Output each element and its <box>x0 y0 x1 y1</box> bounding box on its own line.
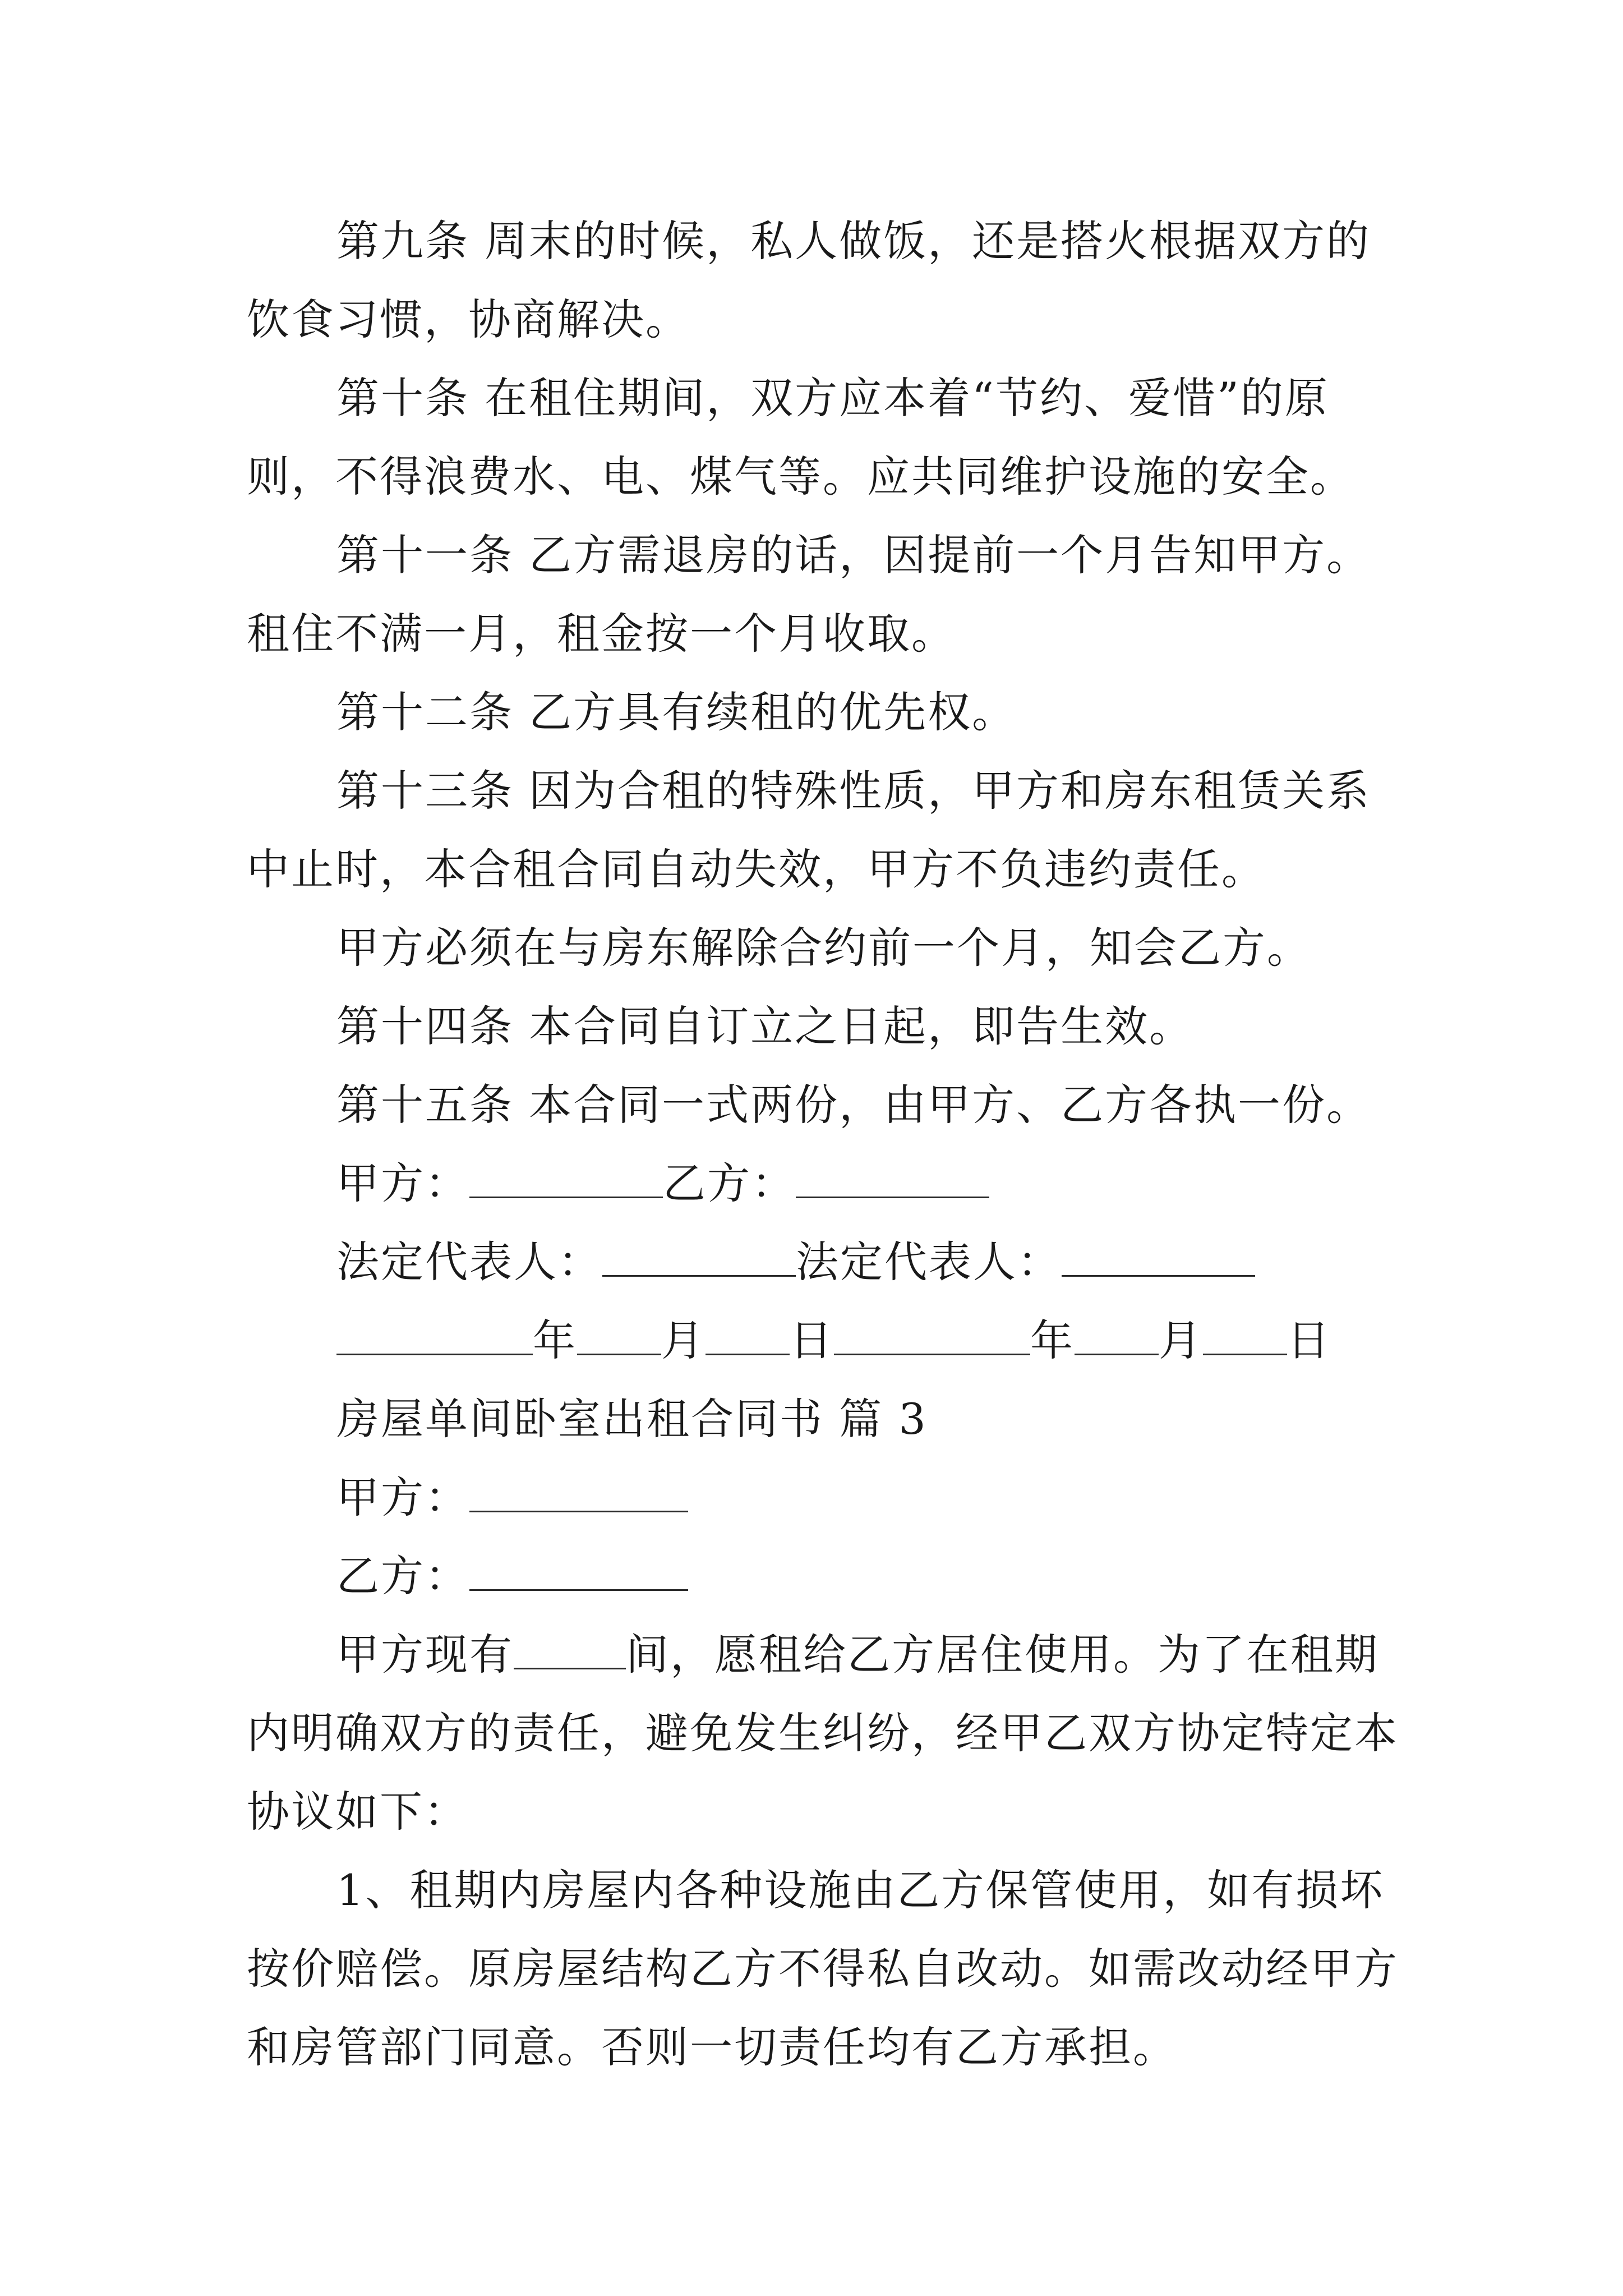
legal-rep-a-label: 法定代表人： <box>336 1237 602 1287</box>
paragraph-line: 第十二条 乙方具有续租的优先权。 <box>336 687 1017 737</box>
date-b-year-blank[interactable] <box>834 1314 1030 1355</box>
room-count-blank[interactable] <box>514 1628 626 1669</box>
section-heading: 房屋单间卧室出租合同书 篇 3 <box>336 1394 928 1444</box>
paragraph-line: 甲方必须在与房东解除合约前一个月，知会乙方。 <box>336 923 1311 973</box>
paragraph-line: 和房管部门同意。否则一切责任均有乙方承担。 <box>247 2022 1177 2072</box>
date-a-month-blank[interactable] <box>577 1314 661 1355</box>
date-b-day-label: 日 <box>1287 1315 1331 1365</box>
party-b-blank[interactable] <box>469 1550 688 1591</box>
party-b-sign-label: 乙方： <box>663 1158 796 1208</box>
paragraph-line: 第十一条 乙方需退房的话，因提前一个月告知甲方。 <box>336 530 1371 580</box>
party-b-sign-blank[interactable] <box>796 1157 989 1198</box>
paragraph-line: 第十四条 本合同自订立之日起，即告生效。 <box>336 1001 1194 1051</box>
date-b-year-label: 年 <box>1030 1315 1075 1365</box>
paragraph-line: 饮食习惯，协商解决。 <box>247 295 690 344</box>
date-a-day-blank[interactable] <box>706 1314 790 1355</box>
party-b-line <box>336 1549 688 1603</box>
intro-line <box>336 1628 1379 1682</box>
date-b-month-blank[interactable] <box>1075 1314 1159 1355</box>
paragraph-line: 中止时，本合租合同自动失效，甲方不负违约责任。 <box>247 844 1266 894</box>
date-a-year-label: 年 <box>533 1315 577 1365</box>
signature-date-line <box>336 1314 1331 1368</box>
legal-rep-a-blank[interactable] <box>602 1236 796 1277</box>
party-a-sign-label: 甲方： <box>336 1158 469 1208</box>
paragraph-line: 第十五条 本合同一式两份，由甲方、乙方各执一份。 <box>336 1080 1371 1130</box>
party-a-sign-blank[interactable] <box>469 1157 663 1198</box>
date-a-month-label: 月 <box>661 1315 706 1365</box>
date-b-day-blank[interactable] <box>1203 1314 1287 1355</box>
party-a-line <box>336 1471 688 1525</box>
date-a-year-blank[interactable] <box>336 1314 533 1355</box>
paragraph-line: 1、租期内房屋内各种设施由乙方保管使用，如有损坏 <box>336 1865 1385 1915</box>
intro-suffix: 间，愿租给乙方居住使用。为了在租期 <box>626 1630 1379 1680</box>
paragraph-line: 租住不满一月，租金按一个月收取。 <box>247 609 956 659</box>
date-b-month-label: 月 <box>1159 1315 1203 1365</box>
signature-parties-line <box>336 1157 989 1211</box>
legal-rep-b-blank[interactable] <box>1062 1236 1255 1277</box>
legal-rep-b-label: 法定代表人： <box>796 1237 1062 1287</box>
party-a-label: 甲方： <box>336 1473 469 1522</box>
paragraph-line: 第九条 周末的时候，私人做饭，还是搭火根据双方的 <box>336 216 1371 266</box>
paragraph-line: 第十三条 因为合租的特殊性质，甲方和房东租赁关系 <box>336 766 1371 816</box>
date-a-day-label: 日 <box>790 1315 834 1365</box>
paragraph-line: 第十条 在租住期间，双方应本着“节约、爱惜”的原 <box>336 373 1329 423</box>
paragraph-line: 则，不得浪费水、电、煤气等。应共同维护设施的安全。 <box>247 452 1354 501</box>
paragraph-line: 协议如下： <box>247 1787 468 1837</box>
signature-legal-rep-line <box>336 1235 1255 1289</box>
paragraph-line: 内明确双方的责任，避免发生纠纷，经甲乙双方协定特定本 <box>247 1708 1399 1758</box>
party-b-label: 乙方： <box>336 1551 469 1601</box>
intro-prefix: 甲方现有 <box>336 1630 514 1680</box>
party-a-blank[interactable] <box>469 1471 688 1512</box>
paragraph-line: 按价赔偿。原房屋结构乙方不得私自改动。如需改动经甲方 <box>247 1944 1399 1994</box>
